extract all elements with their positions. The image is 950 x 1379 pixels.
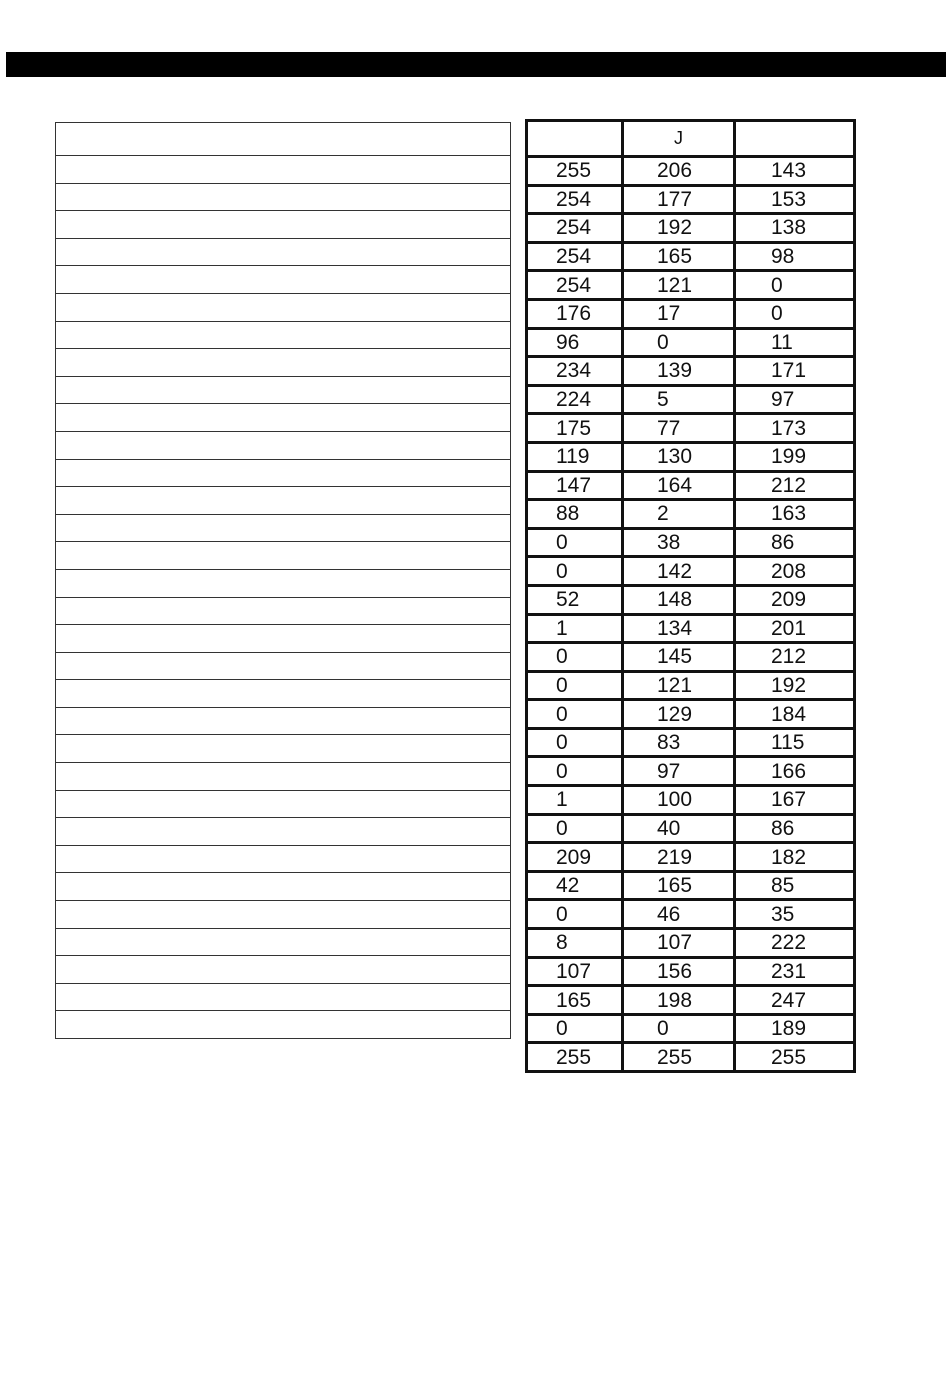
blue-value-cell: 0 <box>735 299 855 328</box>
green-value-cell: 148 <box>623 585 735 614</box>
color-name-cell <box>56 625 511 653</box>
name-row <box>56 901 511 929</box>
table-row <box>527 414 855 443</box>
blue-value-cell: 98 <box>735 242 855 271</box>
red-value-cell: 88 <box>527 500 623 529</box>
green-value-cell: 198 <box>623 986 735 1015</box>
color-name-cell <box>56 569 511 597</box>
name-row <box>56 983 511 1011</box>
rgb-values-table <box>525 119 856 1073</box>
table-row <box>527 157 855 186</box>
table-row <box>527 929 855 958</box>
color-name-cell <box>56 983 511 1011</box>
table-row <box>527 728 855 757</box>
table-row <box>527 500 855 529</box>
name-row <box>56 487 511 515</box>
blue-value-cell: 209 <box>735 585 855 614</box>
green-value-cell: 134 <box>623 614 735 643</box>
red-value-cell: 165 <box>527 986 623 1015</box>
green-value-cell: 142 <box>623 557 735 586</box>
name-row <box>56 873 511 901</box>
red-value-cell: 42 <box>527 871 623 900</box>
header-bar <box>6 52 946 77</box>
green-value-cell: 164 <box>623 471 735 500</box>
table-row <box>527 242 855 271</box>
name-row <box>56 514 511 542</box>
blue-value-cell: 35 <box>735 900 855 929</box>
color-name-cell <box>56 956 511 984</box>
blue-value-cell: 115 <box>735 728 855 757</box>
table-row <box>527 757 855 786</box>
red-value-cell: 0 <box>527 728 623 757</box>
table-row <box>527 1014 855 1043</box>
color-name-cell <box>56 763 511 791</box>
table-row <box>527 442 855 471</box>
blue-value-cell: 201 <box>735 614 855 643</box>
red-value-cell: 8 <box>527 929 623 958</box>
table-row <box>527 471 855 500</box>
color-name-cell <box>56 183 511 211</box>
red-value-cell: 254 <box>527 242 623 271</box>
blue-value-cell: 255 <box>735 1043 855 1072</box>
header-cell-b <box>735 121 855 157</box>
blue-value-cell: 97 <box>735 385 855 414</box>
red-value-cell: 119 <box>527 442 623 471</box>
blue-value-cell: 231 <box>735 957 855 986</box>
color-name-cell <box>56 321 511 349</box>
name-row <box>56 183 511 211</box>
table-row <box>527 185 855 214</box>
color-name-cell <box>56 238 511 266</box>
blue-value-cell: 86 <box>735 814 855 843</box>
red-value-cell: 255 <box>527 1043 623 1072</box>
blue-value-cell: 143 <box>735 157 855 186</box>
blue-value-cell: 184 <box>735 700 855 729</box>
red-value-cell: 52 <box>527 585 623 614</box>
name-row <box>56 818 511 846</box>
color-name-cell <box>56 1011 511 1039</box>
header-cell-g: J <box>623 121 735 157</box>
red-value-cell: 0 <box>527 900 623 929</box>
table-row <box>527 385 855 414</box>
color-name-cell <box>56 818 511 846</box>
red-value-cell: 0 <box>527 1014 623 1043</box>
blue-value-cell: 208 <box>735 557 855 586</box>
green-value-cell: 165 <box>623 871 735 900</box>
green-value-cell: 130 <box>623 442 735 471</box>
color-name-cell <box>56 652 511 680</box>
table-row <box>527 671 855 700</box>
green-value-cell: 165 <box>623 242 735 271</box>
blue-value-cell: 11 <box>735 328 855 357</box>
green-value-cell: 156 <box>623 957 735 986</box>
table-row <box>527 871 855 900</box>
red-value-cell: 1 <box>527 614 623 643</box>
blue-value-cell: 171 <box>735 357 855 386</box>
blue-value-cell: 138 <box>735 214 855 243</box>
red-value-cell: 0 <box>527 643 623 672</box>
blue-value-cell: 212 <box>735 471 855 500</box>
red-value-cell: 176 <box>527 299 623 328</box>
red-value-cell: 254 <box>527 214 623 243</box>
blue-value-cell: 192 <box>735 671 855 700</box>
red-value-cell: 254 <box>527 271 623 300</box>
color-name-cell <box>56 790 511 818</box>
name-row <box>56 625 511 653</box>
green-value-cell: 206 <box>623 157 735 186</box>
color-name-cell <box>56 514 511 542</box>
color-name-cell <box>56 404 511 432</box>
red-value-cell: 255 <box>527 157 623 186</box>
color-name-cell <box>56 459 511 487</box>
color-name-cell <box>56 901 511 929</box>
red-value-cell: 0 <box>527 700 623 729</box>
name-row <box>56 321 511 349</box>
blue-value-cell: 163 <box>735 500 855 529</box>
name-row <box>56 569 511 597</box>
color-name-cell <box>56 349 511 377</box>
green-value-cell: 145 <box>623 643 735 672</box>
table-header-row <box>527 121 855 157</box>
red-value-cell: 254 <box>527 185 623 214</box>
green-value-cell: 2 <box>623 500 735 529</box>
red-value-cell: 147 <box>527 471 623 500</box>
green-value-cell: 5 <box>623 385 735 414</box>
table-row <box>527 214 855 243</box>
name-header-cell <box>56 123 511 156</box>
table-row <box>527 814 855 843</box>
name-row <box>56 707 511 735</box>
table-row <box>527 271 855 300</box>
color-name-cell <box>56 542 511 570</box>
name-row <box>56 1011 511 1039</box>
name-row <box>56 597 511 625</box>
name-row <box>56 349 511 377</box>
name-row <box>56 266 511 294</box>
green-value-cell: 0 <box>623 328 735 357</box>
table-row <box>527 1043 855 1072</box>
red-value-cell: 234 <box>527 357 623 386</box>
color-name-cell <box>56 707 511 735</box>
green-value-cell: 40 <box>623 814 735 843</box>
name-row <box>56 376 511 404</box>
name-row <box>56 156 511 184</box>
table-row <box>527 528 855 557</box>
name-row <box>56 238 511 266</box>
green-value-cell: 46 <box>623 900 735 929</box>
green-value-cell: 0 <box>623 1014 735 1043</box>
color-name-cell <box>56 487 511 515</box>
red-value-cell: 209 <box>527 843 623 872</box>
color-name-cell <box>56 266 511 294</box>
red-value-cell: 0 <box>527 528 623 557</box>
name-row <box>56 928 511 956</box>
name-row <box>56 790 511 818</box>
table-row <box>527 700 855 729</box>
blue-value-cell: 153 <box>735 185 855 214</box>
color-name-cell <box>56 376 511 404</box>
blue-value-cell: 0 <box>735 271 855 300</box>
green-value-cell: 17 <box>623 299 735 328</box>
color-name-cell <box>56 845 511 873</box>
red-value-cell: 0 <box>527 757 623 786</box>
red-value-cell: 0 <box>527 557 623 586</box>
red-value-cell: 175 <box>527 414 623 443</box>
red-value-cell: 107 <box>527 957 623 986</box>
name-row <box>56 845 511 873</box>
table-row <box>527 557 855 586</box>
green-value-cell: 139 <box>623 357 735 386</box>
header-cell-r <box>527 121 623 157</box>
green-value-cell: 121 <box>623 271 735 300</box>
blue-value-cell: 167 <box>735 786 855 815</box>
color-name-table <box>55 122 511 1039</box>
name-row <box>56 735 511 763</box>
name-row <box>56 652 511 680</box>
name-row <box>56 293 511 321</box>
table-row <box>527 900 855 929</box>
table-row <box>527 957 855 986</box>
green-value-cell: 100 <box>623 786 735 815</box>
table-row <box>527 986 855 1015</box>
green-value-cell: 219 <box>623 843 735 872</box>
red-value-cell: 96 <box>527 328 623 357</box>
name-row <box>56 763 511 791</box>
name-header-row <box>56 123 511 156</box>
color-name-cell <box>56 211 511 239</box>
green-value-cell: 192 <box>623 214 735 243</box>
green-value-cell: 38 <box>623 528 735 557</box>
table-row <box>527 786 855 815</box>
green-value-cell: 177 <box>623 185 735 214</box>
green-value-cell: 107 <box>623 929 735 958</box>
name-row <box>56 459 511 487</box>
red-value-cell: 224 <box>527 385 623 414</box>
table-row <box>527 643 855 672</box>
green-value-cell: 97 <box>623 757 735 786</box>
blue-value-cell: 166 <box>735 757 855 786</box>
red-value-cell: 0 <box>527 671 623 700</box>
red-value-cell: 0 <box>527 814 623 843</box>
color-name-cell <box>56 156 511 184</box>
red-value-cell: 1 <box>527 786 623 815</box>
table-row <box>527 328 855 357</box>
name-row <box>56 542 511 570</box>
table-row <box>527 357 855 386</box>
table-row <box>527 614 855 643</box>
color-name-cell <box>56 928 511 956</box>
color-name-cell <box>56 597 511 625</box>
blue-value-cell: 86 <box>735 528 855 557</box>
blue-value-cell: 85 <box>735 871 855 900</box>
color-name-cell <box>56 735 511 763</box>
name-row <box>56 956 511 984</box>
blue-value-cell: 247 <box>735 986 855 1015</box>
name-row <box>56 680 511 708</box>
green-value-cell: 255 <box>623 1043 735 1072</box>
blue-value-cell: 189 <box>735 1014 855 1043</box>
name-row <box>56 404 511 432</box>
name-row <box>56 211 511 239</box>
green-value-cell: 77 <box>623 414 735 443</box>
blue-value-cell: 182 <box>735 843 855 872</box>
color-name-cell <box>56 293 511 321</box>
green-value-cell: 83 <box>623 728 735 757</box>
green-value-cell: 129 <box>623 700 735 729</box>
name-row <box>56 431 511 459</box>
color-name-cell <box>56 680 511 708</box>
blue-value-cell: 222 <box>735 929 855 958</box>
table-row <box>527 585 855 614</box>
blue-value-cell: 199 <box>735 442 855 471</box>
table-row <box>527 843 855 872</box>
blue-value-cell: 212 <box>735 643 855 672</box>
green-value-cell: 121 <box>623 671 735 700</box>
color-name-cell <box>56 873 511 901</box>
blue-value-cell: 173 <box>735 414 855 443</box>
color-name-cell <box>56 431 511 459</box>
table-row <box>527 299 855 328</box>
